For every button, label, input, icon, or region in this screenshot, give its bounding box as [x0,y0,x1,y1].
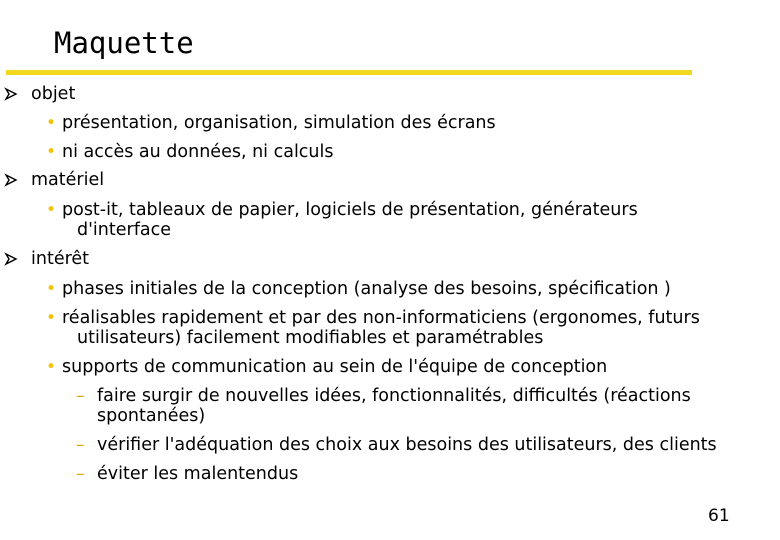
slide-title: Maquette [54,26,194,60]
sub-item: • phases initiales de la conception (analyse des besoins, spécification ) [46,279,671,299]
dot-bullet-icon: • [46,308,57,328]
dot-bullet-icon: • [46,200,57,220]
arrow-bullet-icon [4,87,18,101]
sub-item-continuation: utilisateurs) facilement modifiables et paramétrables [77,328,544,348]
arrow-bullet-icon [4,173,18,187]
dash-item: – éviter les malentendus [76,464,299,484]
dot-bullet-icon: • [46,357,57,377]
page-number: 61 [708,506,730,526]
dash-bullet-icon: – [76,435,85,455]
dash-item: – faire surgir de nouvelles idées, fonctionnalités, difficultés (réactions [76,386,691,406]
sub-item: • post-it, tableaux de papier, logiciels de présentation, générateurs [46,200,638,220]
sub-item-continuation: d'interface [77,220,171,240]
dash-bullet-icon: – [76,386,85,406]
dash-bullet-icon: – [76,464,85,484]
sub-item: • présentation, organisation, simulation des écrans [46,113,496,133]
bullet-item-interet [31,249,89,269]
sub-item: • ni accès au données, ni calculs [46,142,334,162]
sub-item: • réalisables rapidement et par des non-informaticiens (ergonomes, futurs [46,308,700,328]
item-label: matériel [31,170,105,190]
arrow-bullet-icon [4,252,18,266]
dot-bullet-icon: • [46,113,57,133]
dot-bullet-icon: • [46,279,57,299]
item-label: objet [31,84,76,104]
bullet-item-objet [31,84,75,104]
bullet-item-materiel [31,170,104,190]
dash-item-continuation: spontanées) [97,406,206,426]
dot-bullet-icon: • [46,142,57,162]
dash-item: – vérifier l'adéquation des choix aux besoins des utilisateurs, des clients [76,435,717,455]
item-label: intérêt [31,249,90,269]
sub-item: • supports de communication au sein de l'équipe de conception [46,357,608,377]
